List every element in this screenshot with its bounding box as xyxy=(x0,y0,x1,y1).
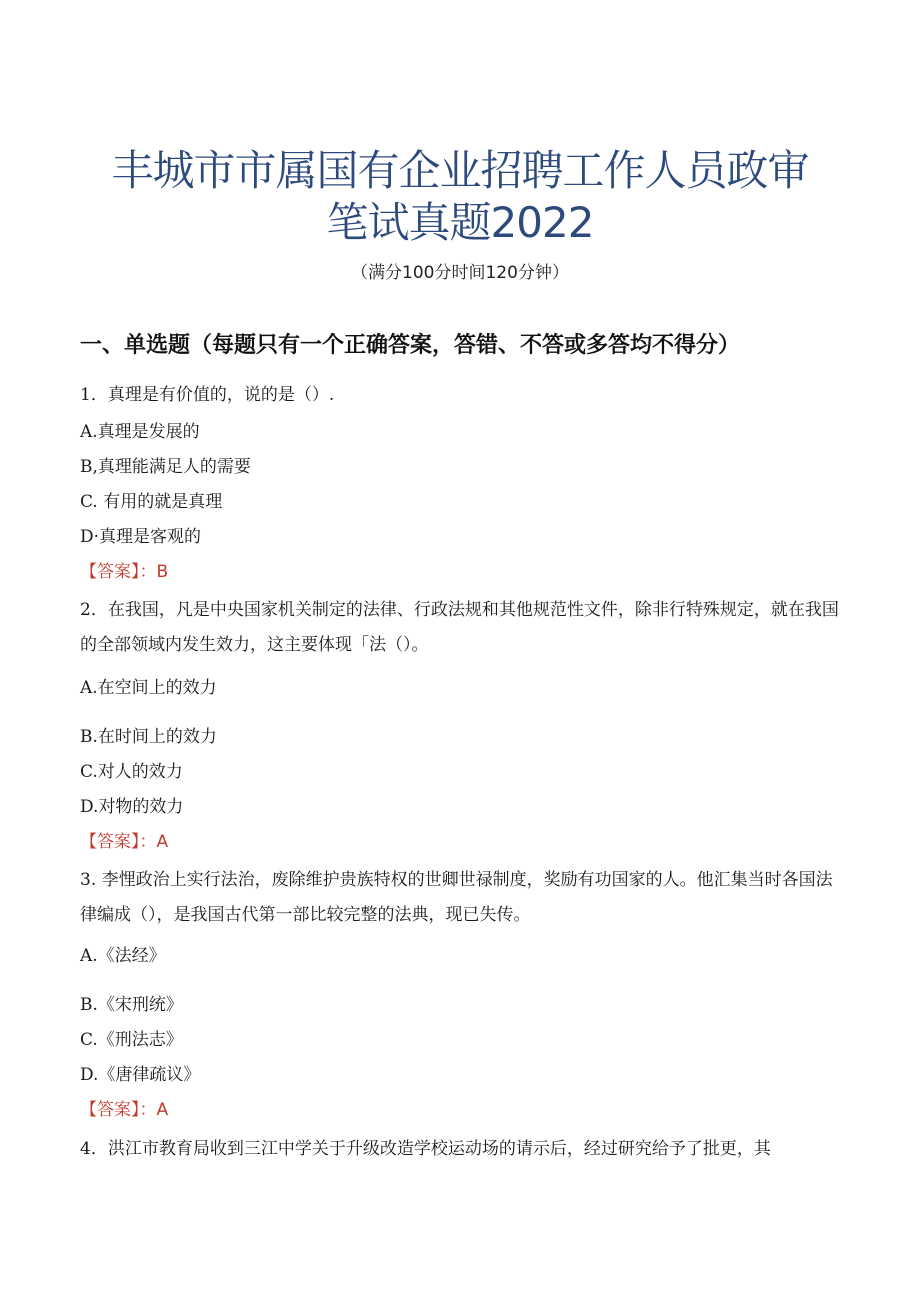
question-3-option-b: B.《宋刑统》 xyxy=(80,995,183,1015)
question-3-option-d: D.《唐律疏议》 xyxy=(80,1065,201,1085)
question-1-option-d: D·真理是客观的 xyxy=(80,527,202,547)
question-2-stem: 2．在我国，凡是中央国家机关制定的法律、行政法规和其他规范性文件，除非行特殊规定，就在我国的全部领域内发生效力，这主要体现「法（）。 xyxy=(80,600,839,655)
question-2-option-a: A.在空间上的效力 xyxy=(80,678,217,698)
title-line-1: 丰城市市属国有企业招聘工作人员政审 xyxy=(111,146,809,195)
question-2-option-c: C.对人的效力 xyxy=(80,762,183,782)
question-3-option-a: A.《法经》 xyxy=(80,946,166,966)
question-4-stem: 4．洪江市教育局收到三江中学关于升级改造学校运动场的请示后，经过研究给予了批更，其 xyxy=(80,1139,771,1159)
question-2-option-d: D.对物的效力 xyxy=(80,797,184,817)
question-1-stem: 1．真理是有价值的，说的是（）. xyxy=(80,385,335,405)
question-2-answer: 【答案】：A xyxy=(80,832,169,852)
question-1-answer: 【答案】：B xyxy=(80,562,169,582)
question-3-stem: 3. 李悝政治上实行法治，废除维护贵族特权的世卿世禄制度，奖励有功国家的人。他汇集当时各国法律编成（），是我国古代第一部比较完整的法典，现已失传。 xyxy=(80,870,833,925)
question-3-option-c: C.《刑法志》 xyxy=(80,1030,183,1050)
question-2-option-b: B.在时间上的效力 xyxy=(80,727,217,747)
question-1-option-a: A.真理是发展的 xyxy=(80,422,200,442)
exam-duration-note: （满分100分时间120分钟） xyxy=(351,263,569,283)
question-1-option-c: C. 有用的就是真理 xyxy=(80,492,223,512)
question-1-option-b: B,真理能满足人的需要 xyxy=(80,457,251,477)
title-line-2: 笔试真题2022 xyxy=(326,198,594,247)
question-3-answer: 【答案】：A xyxy=(80,1100,169,1120)
section-heading: 一、单选题（每题只有一个正确答案，答错、不答或多答均不得分） xyxy=(80,333,741,358)
